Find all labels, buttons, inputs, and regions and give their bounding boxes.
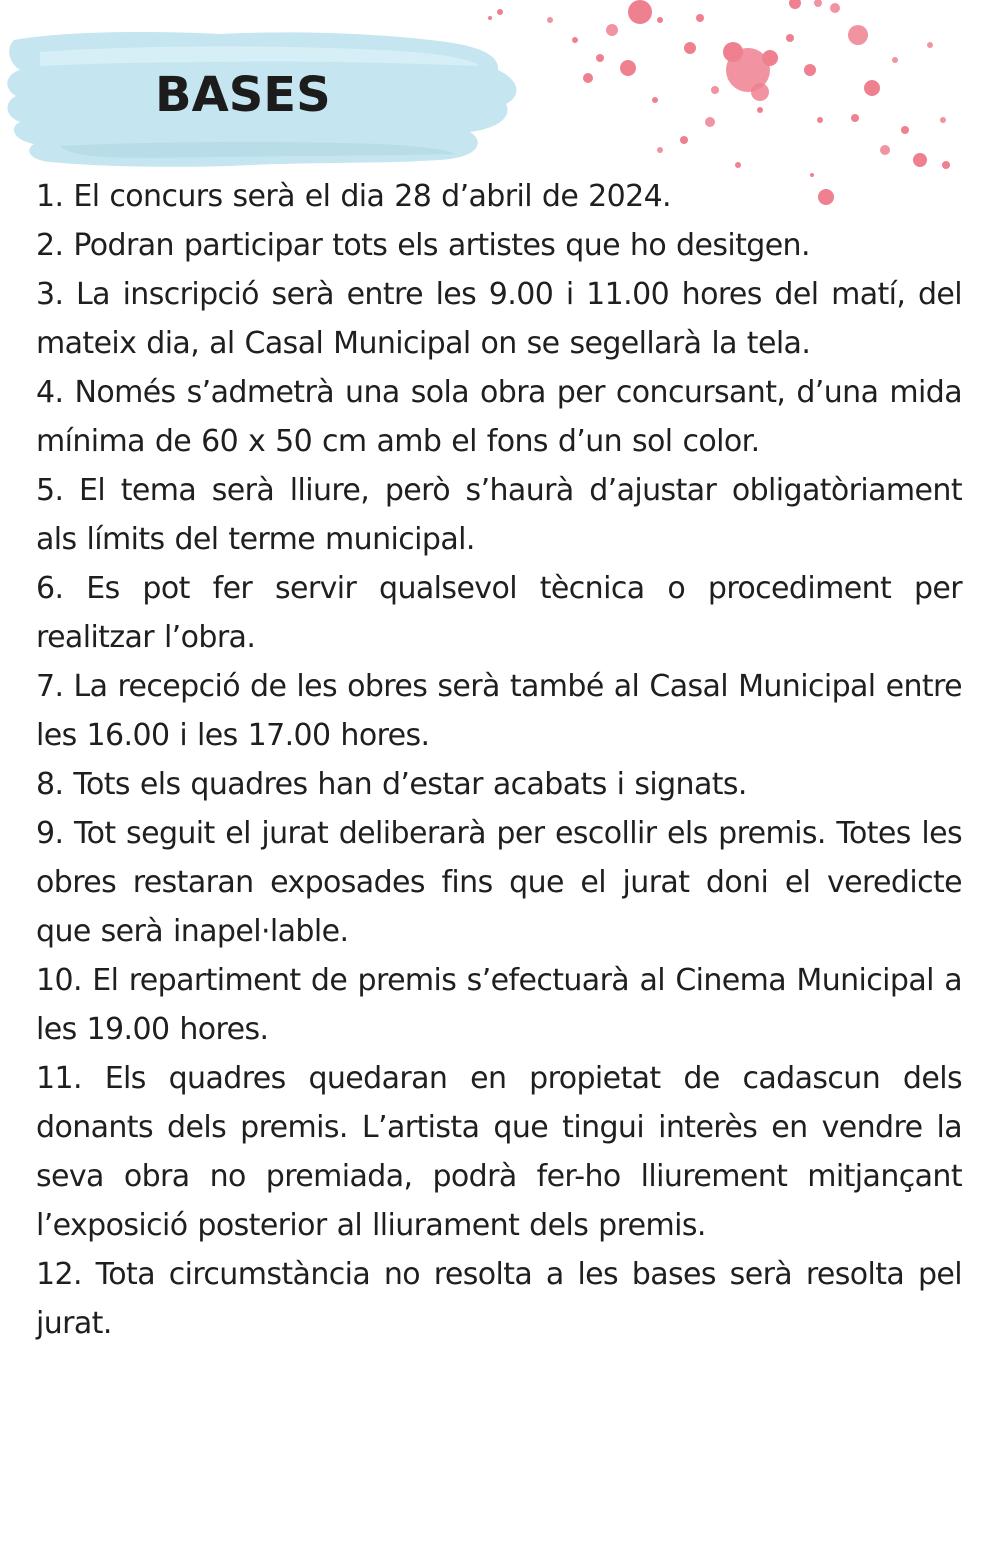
splatter-dot (657, 147, 663, 153)
splatter-dot (711, 86, 719, 94)
rule-item: 3. La inscripció serà entre les 9.00 i 11.00 hores del matí, del mateix dia, al Casal Municipal on se segellarà la tela. (36, 277, 962, 361)
splatter-dot (684, 42, 696, 54)
splatter-dot (723, 42, 743, 62)
rule-item: 9. Tot seguit el jurat deliberarà per escollir els premis. Totes les obres restaran exposades fins que el jurat doni el veredicte que serà inapel·lable. (36, 816, 962, 949)
splatter-dot (606, 24, 618, 36)
splatter-dot (789, 0, 801, 9)
splatter-dot (680, 136, 688, 144)
splatter-dot (786, 34, 794, 42)
rule-item: 5. El tema serà lliure, però s’haurà d’ajustar obligatòriament als límits del terme municipal. (36, 473, 962, 557)
splatter-dot (596, 54, 604, 62)
splatter-dot (762, 50, 778, 66)
splatter-dot (497, 9, 503, 15)
splatter-dot (757, 107, 763, 113)
splatter-dot (572, 37, 578, 43)
rule-item: 4. Només s’admetrà una sola obra per concursant, d’una mida mínima de 60 x 50 cm amb el fons d’un sol color. (36, 375, 962, 459)
splatter-dot (913, 153, 927, 167)
splatter-dot (851, 114, 859, 122)
splatter-dot (657, 17, 663, 23)
splatter-dot (735, 162, 741, 168)
splatter-dot (830, 3, 840, 13)
splatter-dot (848, 25, 868, 45)
splatter-dot (652, 97, 658, 103)
splatter-dot (864, 80, 880, 96)
splatter-dot (814, 0, 822, 7)
splatter-dot (628, 0, 652, 24)
splatter-dot (942, 161, 950, 169)
splatter-dot (901, 126, 909, 134)
rule-item: 1. El concurs serà el dia 28 d’abril de 2024. (36, 179, 671, 214)
splatter-dot (620, 60, 636, 76)
splatter-dot (751, 83, 769, 101)
splatter-dot (705, 117, 715, 127)
rule-item: 8. Tots els quadres han d’estar acabats i signats. (36, 767, 747, 802)
rule-item: 6. Es pot fer servir qualsevol tècnica o procediment per realitzar l’obra. (36, 571, 962, 655)
page-title: BASES (155, 67, 331, 123)
splatter-dot (880, 145, 890, 155)
splatter-dot (927, 42, 933, 48)
splatter-dot (583, 73, 593, 83)
rule-item: 11. Els quadres quedaran en propietat de cadascun dels donants dels premis. L’artista que tingui interès en vendre la seva obra no premiada, podrà fer-ho lliurement mitjançant l’exposició posterior al lliurament dels premis. (36, 1061, 962, 1243)
rule-item: 2. Podran participar tots els artistes que ho desitgen. (36, 228, 810, 263)
splatter-dot (892, 57, 898, 63)
rules-list (36, 172, 962, 1348)
splatter-dot (696, 14, 704, 22)
splatter-dot (547, 17, 553, 23)
splatter-dot (488, 16, 492, 20)
rule-item: 12. Tota circumstància no resolta a les bases serà resolta pel jurat. (36, 1257, 962, 1341)
rule-item: 7. La recepció de les obres serà també al Casal Municipal entre les 16.00 i les 17.00 hores. (36, 669, 962, 753)
splatter-dot (940, 117, 946, 123)
splatter-dot (817, 117, 823, 123)
rule-item: 10. El repartiment de premis s’efectuarà al Cinema Municipal a les 19.00 hores. (36, 963, 962, 1047)
splatter-dot (804, 64, 816, 76)
